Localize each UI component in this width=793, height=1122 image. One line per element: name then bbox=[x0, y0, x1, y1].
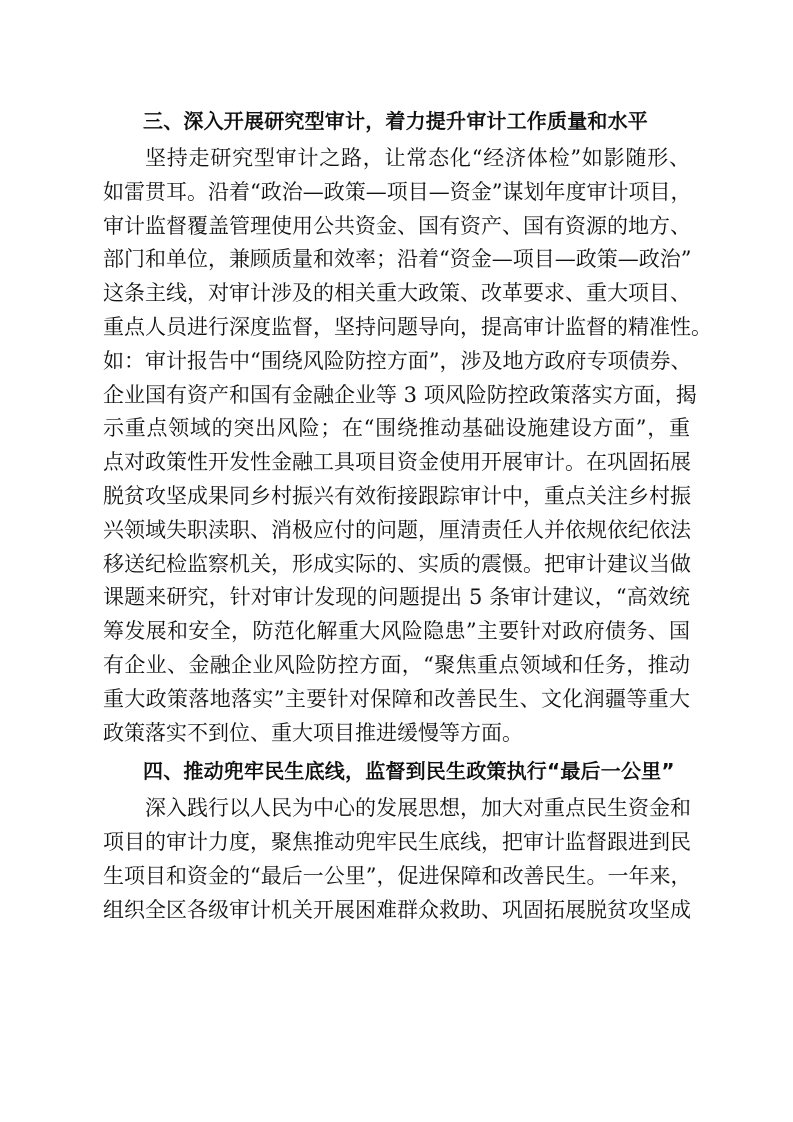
paragraph-line: 部门和单位，兼顾质量和效率；沿着“资金—项目—政策—政治” bbox=[103, 247, 692, 272]
paragraph-line: 脱贫攻坚成果同乡村振兴有效衔接跟踪审计中，重点关注乡村振 bbox=[103, 483, 691, 508]
paragraph-line: 示重点领域的突出风险；在“围绕推动基础设施建设方面”，重 bbox=[103, 416, 690, 441]
paragraph-line: 筹发展和安全，防范化解重大风险隐患”主要针对政府债务、国 bbox=[103, 619, 690, 644]
paragraph-line: 重点人员进行深度监督，坚持问题导向，提高审计监督的精准性。 bbox=[103, 314, 712, 339]
paragraph-line: 政策落实不到位、重大项目推进缓慢等方面。 bbox=[103, 720, 523, 745]
document-body bbox=[103, 100, 712, 928]
paragraph-line: 组织全区各级审计机关开展困难群众救助、巩固拓展脱贫攻坚成 bbox=[103, 897, 691, 922]
paragraph-line: 课题来研究，针对审计发现的问题提出 5 条审计建议，“高效统 bbox=[103, 585, 690, 610]
paragraph-line: 有企业、金融企业风险防控方面，“聚焦重点领域和任务，推动 bbox=[103, 652, 690, 677]
paragraph-line: 生项目和资金的“最后一公里”，促进保障和改善民生。一年来， bbox=[103, 863, 692, 888]
section-4-heading: 四、推动兜牢民生底线，监督到民生政策执行“最后一公里” bbox=[143, 759, 675, 784]
paragraph-line: 重大政策落地落实”主要针对保障和改善民生、文化润疆等重大 bbox=[103, 686, 690, 711]
paragraph-line: 如雷贯耳。沿着“政治—政策—项目—资金”谋划年度审计项目， bbox=[103, 179, 692, 204]
paragraph-line: 深入践行以人民为中心的发展思想，加大对重点民生资金和 bbox=[145, 796, 691, 821]
paragraph-line: 移送纪检监察机关，形成实际的、实质的震慑。把审计建议当做 bbox=[103, 551, 691, 576]
paragraph-line: 审计监督覆盖管理使用公共资金、国有资产、国有资源的地方、 bbox=[103, 213, 691, 238]
paragraph-line: 项目的审计力度，聚焦推动兜牢民生底线，把审计监督跟进到民 bbox=[103, 830, 691, 855]
paragraph-line: 这条主线，对审计涉及的相关重大政策、改革要求、重大项目、 bbox=[103, 281, 691, 306]
section-3-paragraph bbox=[103, 142, 712, 750]
paragraph-line: 点对政策性开发性金融工具项目资金使用开展审计。在巩固拓展 bbox=[103, 450, 691, 475]
section-3-heading: 三、深入开展研究型审计，着力提升审计工作质量和水平 bbox=[143, 109, 648, 133]
paragraph-line: 企业国有资产和国有金融企业等 3 项风险防控政策落实方面，揭 bbox=[103, 382, 697, 407]
paragraph-line: 坚持走研究型审计之路，让常态化“经济体检”如影随形、 bbox=[145, 146, 690, 170]
paragraph-line: 如：审计报告中“围绕风险防控方面”，涉及地方政府专项债券、 bbox=[103, 348, 692, 373]
paragraph-line: 兴领域失职渎职、消极应付的问题，厘清责任人并依规依纪依法 bbox=[103, 517, 691, 542]
section-4-paragraph bbox=[103, 792, 690, 927]
